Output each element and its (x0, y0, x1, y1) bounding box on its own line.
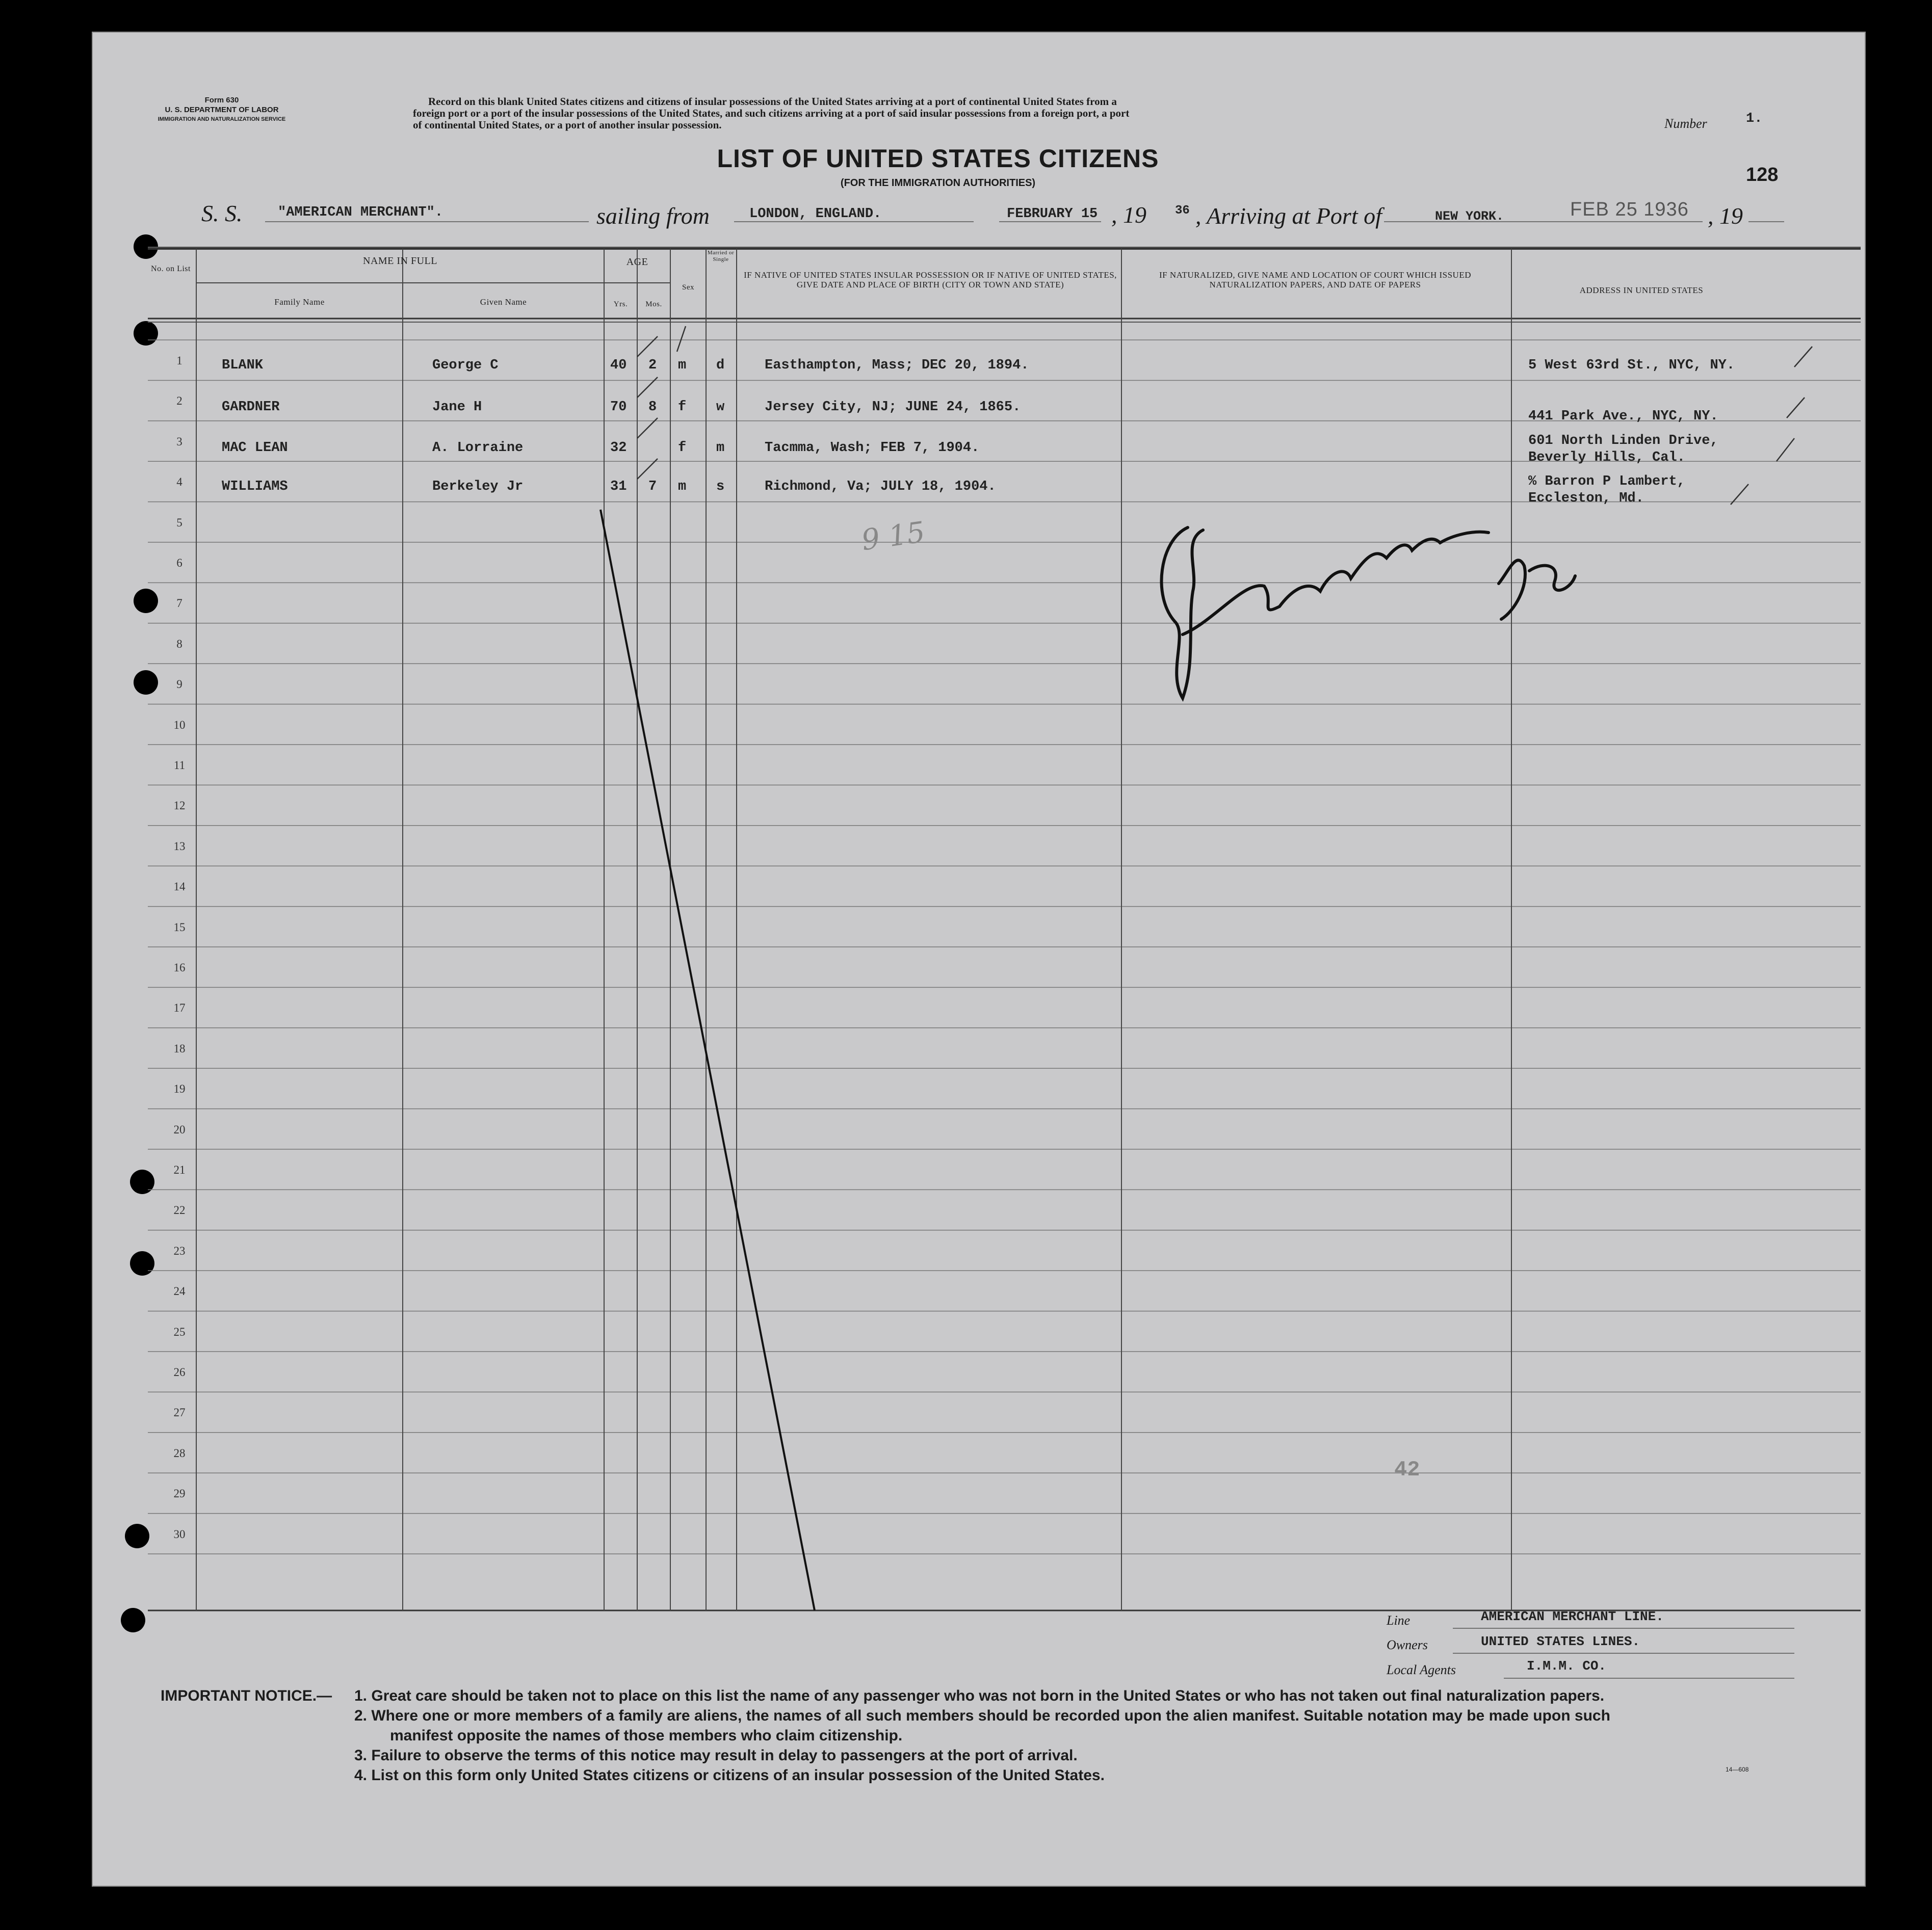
row-number: 23 (173, 1244, 186, 1257)
row-number: 7 (176, 597, 182, 610)
print-code: 14—608 (1726, 1766, 1749, 1773)
header-birth: IF NATIVE OF UNITED STATES INSULAR POSSESSION OR IF NATIVE OF UNITED STATES, GIVE DATE AND PLACE OF BIRTH (CITY OR TOWN AND STATE) (744, 270, 1117, 289)
sex: f (678, 440, 687, 456)
address-line: 5 West 63rd St., NYC, NY. (1528, 358, 1735, 373)
birthplace-date: Tacmma, Wash; FEB 7, 1904. (765, 440, 980, 456)
family-name: GARDNER (222, 400, 280, 415)
age-months: 8 (648, 400, 657, 415)
row-number: 9 (176, 678, 182, 691)
department: U. S. DEPARTMENT OF LABOR (165, 105, 279, 114)
given-name: A. Lorraine (432, 440, 524, 456)
address-line: Eccleston, Md. (1528, 491, 1644, 506)
intro-line-3: of continental United States, or a port of another insular possession. (413, 119, 722, 131)
age-years: 32 (610, 440, 627, 456)
given-name: George C (432, 358, 499, 373)
row-number: 21 (173, 1164, 186, 1176)
header-no-on-list: No. on List (151, 265, 191, 273)
owners-label: Owners (1387, 1637, 1428, 1652)
row-number: 22 (173, 1204, 186, 1217)
given-name: Berkeley Jr (432, 479, 524, 494)
row-number: 14 (173, 880, 186, 893)
service: IMMIGRATION AND NATURALIZATION SERVICE (158, 116, 286, 122)
page-number: 128 (1746, 164, 1779, 186)
header-given-name: Given Name (480, 297, 527, 307)
row-number: 8 (176, 637, 182, 650)
sailing-date: FEBRUARY 15 (1007, 206, 1098, 222)
row-number: 18 (173, 1042, 186, 1055)
line-value: AMERICAN MERCHANT LINE. (1481, 1609, 1664, 1624)
age-months: 2 (648, 358, 657, 373)
sailing-from: LONDON, ENGLAND. (749, 206, 882, 222)
pencil-note: 9 15 (859, 515, 927, 558)
sex: f (678, 400, 687, 415)
header-yrs: Yrs. (613, 300, 628, 308)
row-number: 5 (176, 516, 182, 529)
row-number: 15 (173, 920, 186, 934)
check-mark (1794, 347, 1812, 367)
row-number: 16 (173, 961, 186, 974)
age-months: 7 (648, 479, 657, 494)
important-notice-label: IMPORTANT NOTICE.— (161, 1687, 332, 1704)
birthplace-date: Easthampton, Mass; DEC 20, 1894. (765, 358, 1029, 373)
row-number: 11 (173, 759, 186, 772)
arrival-date-stamp: FEB 25 1936 (1570, 199, 1689, 220)
number-value: 1. (1746, 111, 1763, 126)
notice-2: 2. Where one or more members of a family are aliens, the names of all such members should be recorded upon the alien manifest. Suitable notation may be made upon such (354, 1707, 1610, 1724)
row-number: 25 (173, 1325, 186, 1338)
row-number: 29 (173, 1487, 186, 1500)
marital-status: m (716, 440, 725, 456)
row-number: 27 (173, 1406, 186, 1419)
check-mark (677, 326, 686, 352)
notice-1: 1. Great care should be taken not to place on this list the name of any passenger who was not born in the United States or who has not taken out final naturalization papers. (354, 1687, 1605, 1704)
address-line: Beverly Hills, Cal. (1528, 450, 1685, 465)
birthplace-date: Richmond, Va; JULY 18, 1904. (765, 479, 996, 494)
row-number: 4 (176, 475, 182, 489)
family-name: MAC LEAN (222, 440, 288, 456)
marital-status: w (716, 400, 725, 415)
owners-value: UNITED STATES LINES. (1481, 1634, 1640, 1649)
intro-line-2: foreign port or a port of the insular possessions of the United States, and such citizens arriving at a port of said insular possessions from a foreign port, a port (413, 107, 1130, 119)
notice-4: 4. List on this form only United States citizens or citizens of an insular possession of the United States. (354, 1767, 1105, 1784)
address-line: 441 Park Ave., NYC, NY. (1528, 409, 1718, 424)
family-name: WILLIAMS (222, 479, 288, 494)
stamp-number: 42 (1394, 1458, 1420, 1482)
arrival-year-prefix: , 19 (1708, 203, 1743, 229)
row-number: 26 (173, 1366, 186, 1379)
header-married-single: Married or Single (707, 250, 735, 262)
intro-line-1: Record on this blank United States citizens and citizens of insular possessions of the United States arriving at a port of continental United States from a (428, 95, 1117, 108)
header-name-in-full: NAME IN FULL (363, 255, 437, 267)
sex: m (678, 479, 687, 494)
row-number: 10 (173, 718, 186, 731)
header-mos: Mos. (645, 300, 662, 308)
year-prefix: , 19 (1111, 202, 1146, 228)
address-line: % Barron P Lambert, (1528, 474, 1685, 489)
arriving-label: , Arriving at Port of (1195, 203, 1382, 229)
agents-label: Local Agents (1387, 1662, 1456, 1677)
row-number: 1 (176, 354, 182, 367)
form-number: Form 630 (204, 96, 239, 104)
marital-status: s (716, 479, 725, 494)
line-label: Line (1387, 1613, 1411, 1628)
check-mark (637, 336, 658, 357)
row-number: 30 (173, 1527, 186, 1541)
header-address: ADDRESS IN UNITED STATES (1579, 285, 1704, 295)
header-naturalized: IF NATURALIZED, GIVE NAME AND LOCATION OF COURT WHICH ISSUED NATURALIZATION PAPERS, AND DATE OF PAPERS (1159, 270, 1471, 289)
number-label: Number (1664, 116, 1707, 131)
sailing-year: 36 (1175, 204, 1190, 218)
header-age: AGE (626, 256, 648, 268)
row-number: 19 (173, 1082, 186, 1096)
age-years: 70 (610, 400, 627, 415)
ss-label: S. S. (201, 200, 243, 226)
row-number: 3 (176, 435, 182, 448)
agents-value: I.M.M. CO. (1527, 1658, 1607, 1674)
row-number: 2 (176, 394, 182, 408)
header-sex: Sex (682, 283, 694, 292)
strike-line (601, 510, 815, 1610)
row-number: 6 (176, 557, 182, 569)
notice-3: 3. Failure to observe the terms of this notice may result in delay to passengers at the port of arrival. (354, 1747, 1078, 1764)
row-number: 13 (173, 839, 186, 853)
row-number: 17 (173, 1001, 186, 1015)
marital-status: d (716, 358, 725, 373)
notice-2-cont: manifest opposite the names of those members who claim citizenship. (390, 1727, 903, 1744)
family-name: BLANK (222, 358, 264, 373)
sailing-label: sailing from (596, 203, 710, 229)
ship-name: "AMERICAN MERCHANT". (278, 205, 443, 220)
page-title: LIST OF UNITED STATES CITIZENS (717, 144, 1159, 173)
row-number: 12 (173, 799, 186, 812)
check-mark (1787, 398, 1805, 418)
row-number: 20 (173, 1123, 186, 1136)
age-years: 31 (610, 479, 627, 494)
page-subtitle: (FOR THE IMMIGRATION AUTHORITIES) (840, 177, 1036, 189)
header-family-name: Family Name (274, 297, 325, 307)
row-number: 24 (173, 1285, 186, 1298)
sex: m (678, 358, 687, 373)
age-years: 40 (610, 358, 627, 373)
arrival-port: NEW YORK. (1435, 209, 1504, 224)
address-line: 601 North Linden Drive, (1528, 433, 1718, 448)
given-name: Jane H (432, 400, 482, 415)
check-mark (1777, 438, 1794, 461)
row-number: 28 (173, 1446, 186, 1460)
birthplace-date: Jersey City, NJ; JUNE 24, 1865. (765, 400, 1021, 415)
check-mark (637, 459, 658, 479)
